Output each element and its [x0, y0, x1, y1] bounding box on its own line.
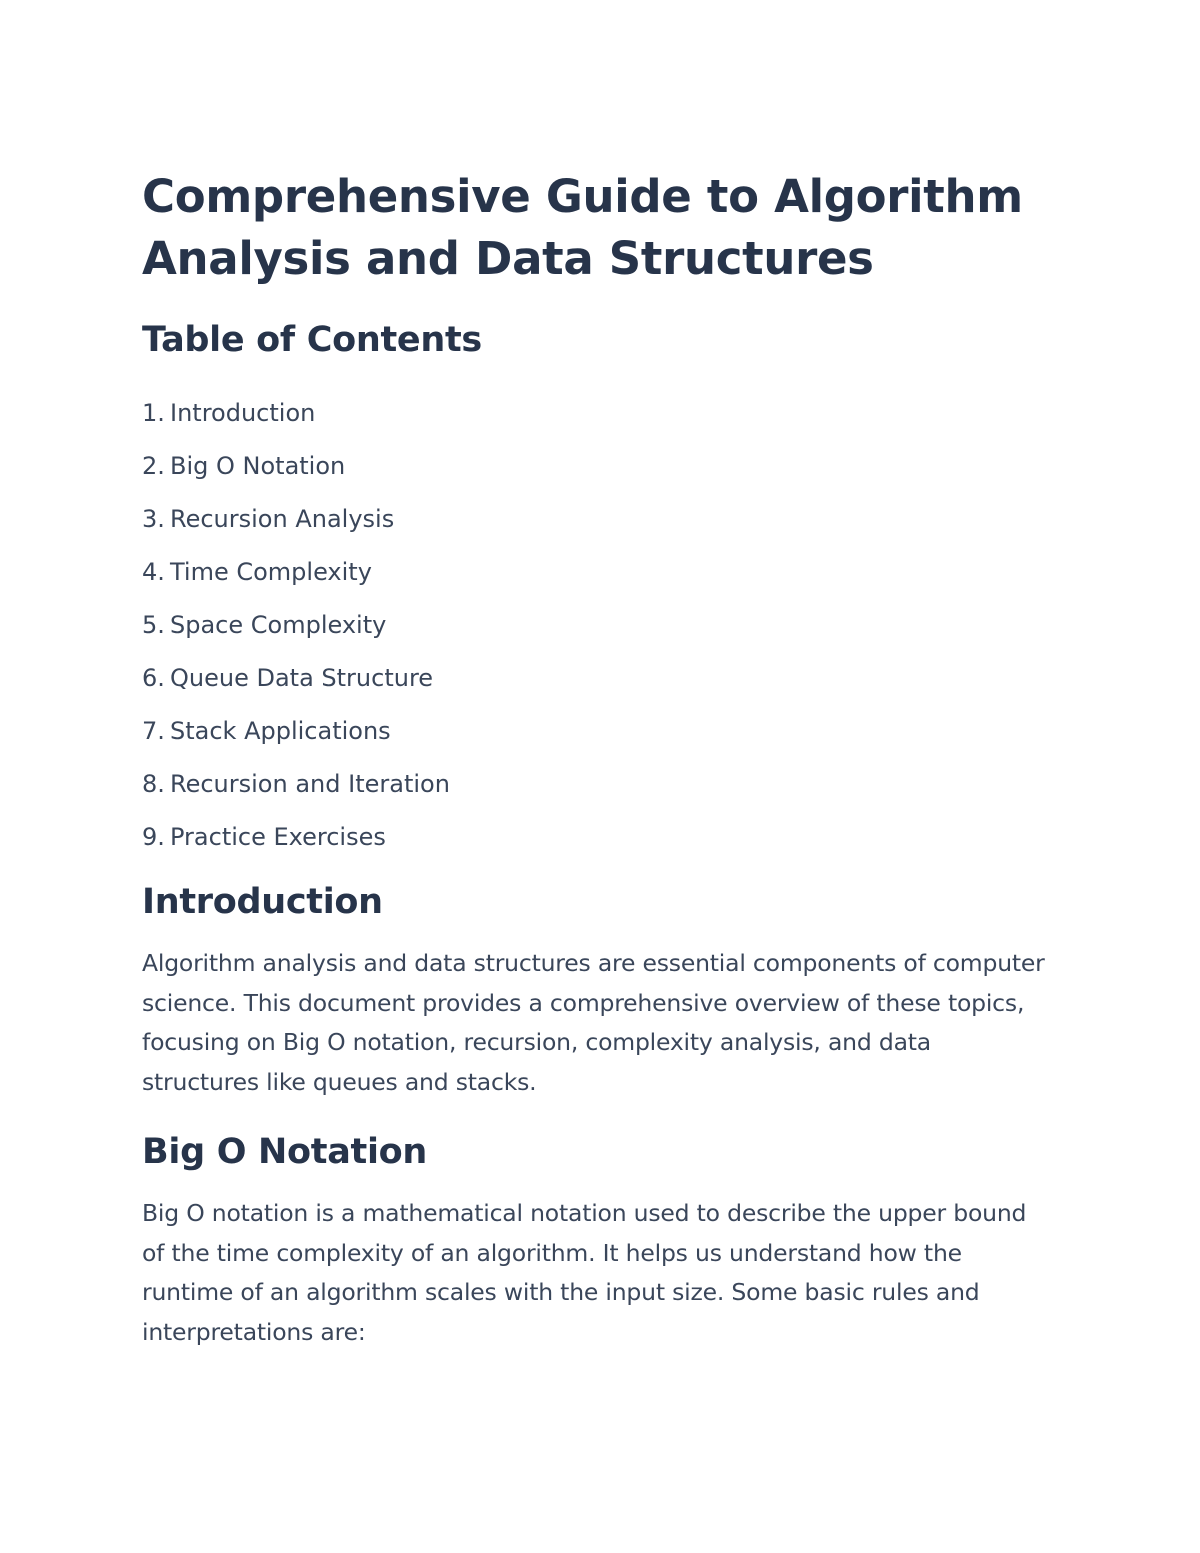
toc-item-number: 4. — [142, 558, 165, 586]
toc-item-label: Recursion and Iteration — [170, 770, 450, 798]
toc-list — [142, 387, 1052, 864]
toc-item-big-o-notation[interactable] — [142, 440, 1052, 493]
toc-item-practice-exercises[interactable] — [142, 811, 1052, 864]
toc-item-recursion-and-iteration[interactable] — [142, 758, 1052, 811]
big-o-paragraph: Big O notation is a mathematical notation used to describe the upper bound of the time complexity of an algorithm. It helps us understand how the runtime of an algorithm scales with the input size. Some basic rules and interpretations are: — [142, 1199, 1027, 1346]
toc-item-label: Introduction — [170, 399, 316, 427]
big-o-heading: Big O Notation — [142, 1132, 428, 1172]
toc-item-space-complexity[interactable] — [142, 599, 1052, 652]
toc-item-label: Space Complexity — [170, 611, 387, 639]
toc-item-number: 8. — [142, 770, 165, 798]
document-page — [142, 166, 1052, 1352]
toc-item-queue-data-structure[interactable] — [142, 652, 1052, 705]
toc-item-recursion-analysis[interactable] — [142, 493, 1052, 546]
toc-item-introduction[interactable] — [142, 387, 1052, 440]
toc-item-stack-applications[interactable] — [142, 705, 1052, 758]
toc-item-label: Queue Data Structure — [170, 664, 434, 692]
toc-item-label: Time Complexity — [170, 558, 372, 586]
toc-item-number: 6. — [142, 664, 165, 692]
toc-item-number: 3. — [142, 505, 165, 533]
toc-item-label: Practice Exercises — [170, 823, 386, 851]
toc-heading: Table of Contents — [142, 320, 482, 360]
introduction-paragraph: Algorithm analysis and data structures are essential components of computer science. This document provides a comprehensive overview of these topics, focusing on Big O notation, recursion, complexity analysis, and data structures like queues and stacks. — [142, 949, 1045, 1096]
toc-item-label: Recursion Analysis — [170, 505, 395, 533]
toc-item-label: Big O Notation — [170, 452, 346, 480]
toc-item-number: 7. — [142, 717, 165, 745]
toc-item-number: 2. — [142, 452, 165, 480]
toc-item-time-complexity[interactable] — [142, 546, 1052, 599]
toc-item-number: 9. — [142, 823, 165, 851]
toc-item-number: 5. — [142, 611, 165, 639]
toc-item-number: 1. — [142, 399, 165, 427]
document-title: Comprehensive Guide to Algorithm Analysis and Data Structures — [142, 170, 1023, 285]
toc-item-label: Stack Applications — [170, 717, 391, 745]
introduction-heading: Introduction — [142, 882, 383, 922]
